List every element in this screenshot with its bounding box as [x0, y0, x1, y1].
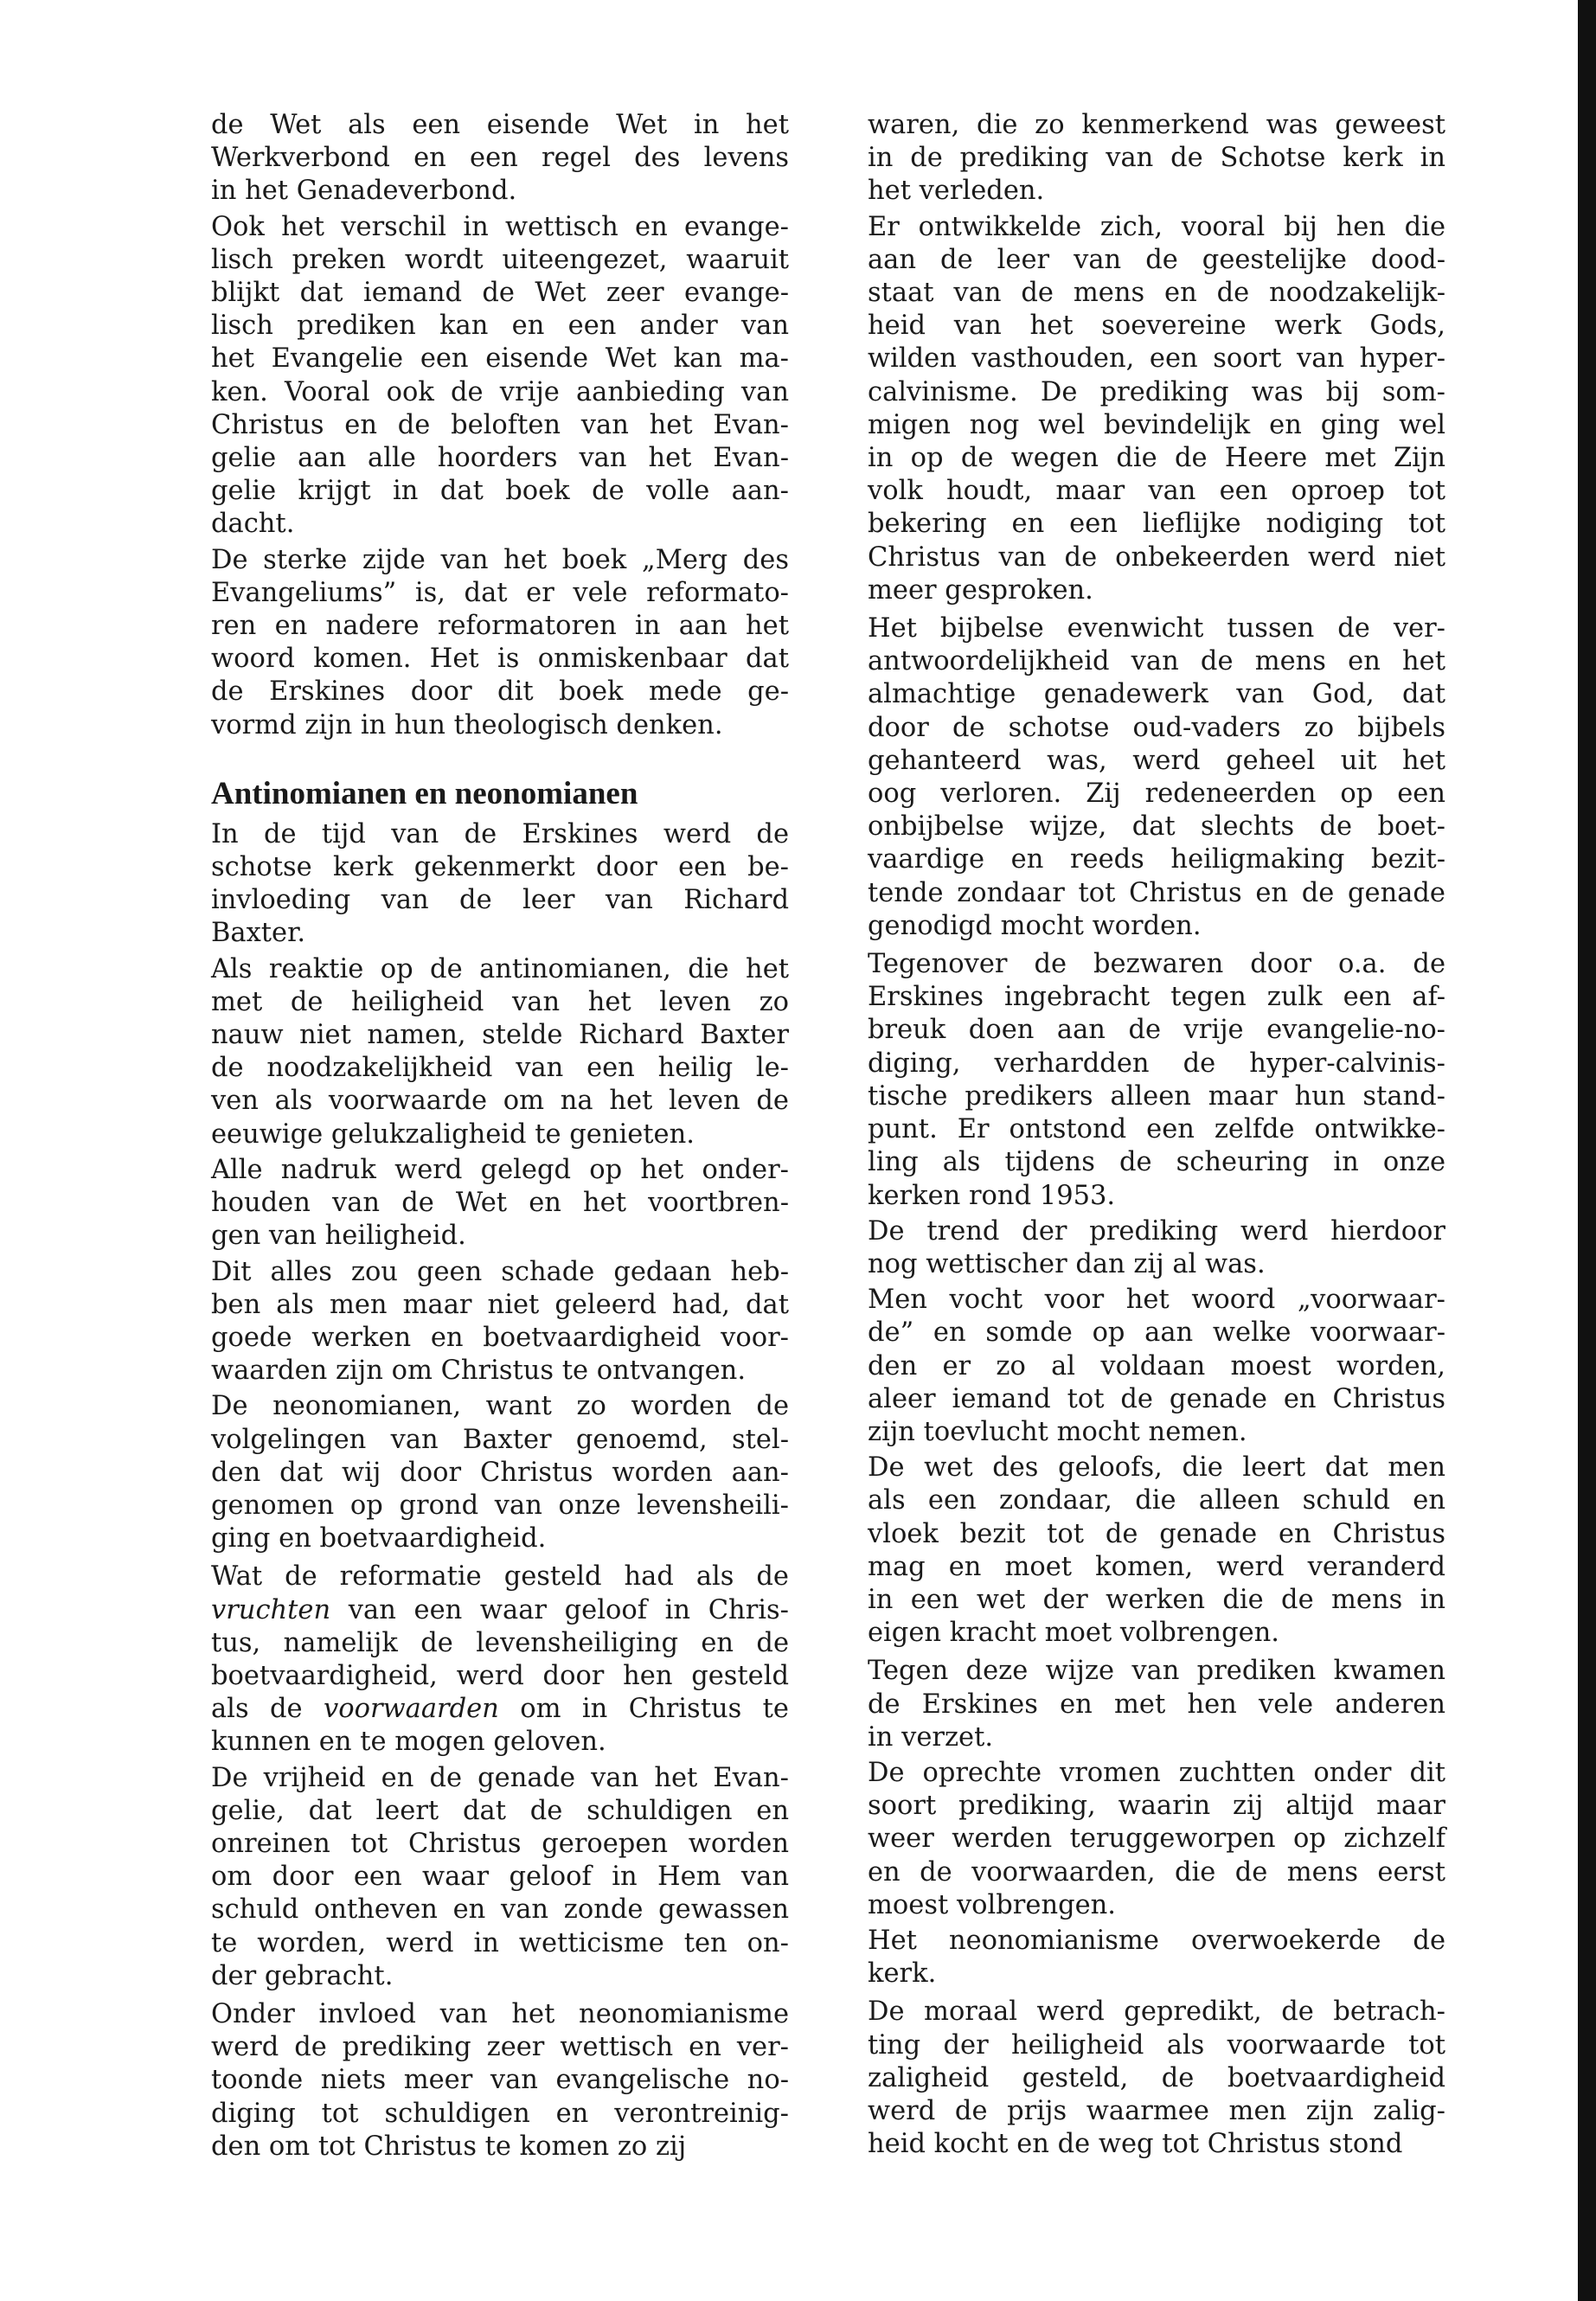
text-line: Tegenover de bezwaren door o.a. de — [868, 949, 1445, 980]
text-line: in op de wegen die de Heere met Zijn — [868, 443, 1445, 474]
text-line: lisch preken wordt uiteengezet, waaruit — [211, 244, 789, 275]
text-line: tische predikers alleen maar hun stand- — [868, 1080, 1445, 1112]
paragraph — [211, 544, 789, 742]
text-line: Er ontwikkelde zich, vooral bij hen die — [868, 211, 1445, 242]
text-line: tende zondaar tot Christus en de genade — [868, 877, 1445, 908]
paragraph — [211, 1762, 789, 1993]
text-line: in het Genadeverbond. — [211, 176, 517, 207]
text-line: calvinisme. De prediking was bij som- — [868, 376, 1445, 407]
text-line: ling als tijdens de scheuring in onze — [868, 1147, 1445, 1178]
text-line: als de voorwaarden om in Christus te — [211, 1694, 789, 1725]
text-line: lisch prediken kan en een ander van — [211, 311, 789, 342]
paragraph — [211, 1154, 789, 1253]
text-line: moest volbrengen. — [868, 1889, 1116, 1920]
text-line: gelie, dat leert dat de schuldigen en — [211, 1795, 789, 1826]
text-line: De neonomianen, want zo worden de — [211, 1391, 789, 1422]
text-line: onreinen tot Christus geroepen worden — [211, 1828, 789, 1859]
text-line: te worden, werd in wetticisme ten on- — [211, 1927, 789, 1958]
text-line: den er zo al voldaan moest worden, — [868, 1350, 1445, 1381]
text-line: wilden vasthouden, een soort van hyper- — [868, 343, 1445, 375]
text-line: gelie aan alle hoorders van het Evan- — [211, 443, 789, 474]
text-line: volgelingen van Baxter genoemd, stel- — [211, 1424, 789, 1455]
paragraph — [211, 1561, 789, 1759]
text-line: punt. Er ontstond een zelfde ontwikke- — [868, 1114, 1445, 1145]
text-line: waarden zijn om Christus te ontvangen. — [211, 1356, 747, 1387]
paragraph — [868, 1757, 1445, 1922]
text-line: goede werken en boetvaardigheid voor- — [211, 1322, 789, 1353]
text-line: Evangeliums” is, dat er vele reformato- — [211, 577, 789, 608]
text-line: Alle nadruk werd gelegd op het onder- — [211, 1154, 789, 1185]
text-line: Als reaktie op de antinomianen, die het — [211, 953, 789, 984]
text-line: vaardige en reeds heiligmaking bezit- — [868, 844, 1445, 875]
text-line: met de heiligheid van het leven zo — [211, 986, 789, 1017]
text-line: tus, namelijk de levensheiliging en de — [211, 1627, 789, 1658]
text-line: invloeding van de leer van Richard — [211, 885, 789, 916]
paragraph — [211, 1998, 789, 2163]
scan-edge-border — [1578, 0, 1596, 2301]
text-line: Christus van de onbekeerden werd niet — [868, 542, 1445, 573]
text-line: blijkt dat iemand de Wet zeer evange- — [211, 278, 789, 309]
text-line: werd de prediking zeer wettisch en ver- — [211, 2032, 789, 2063]
paragraph — [868, 1215, 1445, 1281]
text-line: aleer iemand tot de genade en Christus — [868, 1383, 1445, 1414]
text-line: der gebracht. — [211, 1960, 394, 1991]
text-line: De sterke zijde van het boek „Merg des — [211, 544, 789, 575]
text-line: Tegen deze wijze van prediken kwamen — [868, 1656, 1445, 1687]
text-line: het Evangelie een eisende Wet kan ma- — [211, 343, 789, 375]
text-line: Werkverbond en een regel des levens — [211, 143, 789, 174]
text-line: De wet des geloofs, die leert dat men — [868, 1452, 1445, 1484]
paragraph — [868, 1284, 1445, 1449]
text-line: de noodzakelijkheid van een heilig le- — [211, 1053, 789, 1084]
text-line: vloek bezit tot de genade en Christus — [868, 1518, 1445, 1549]
text-line: door de schotse oud-vaders zo bijbels — [868, 712, 1445, 743]
text-line: Dit alles zou geen schade gedaan heb- — [211, 1256, 789, 1287]
italic-term: voorwaarden — [324, 1694, 499, 1725]
text-line: weer werden teruggeworpen op zichzelf — [868, 1823, 1445, 1855]
text-line: ven als voorwaarde om na het leven de — [211, 1086, 789, 1117]
text-line: in verzet. — [868, 1721, 994, 1753]
text-line: eeuwige gelukzaligheid te genieten. — [211, 1118, 695, 1150]
text-line: zijn toevlucht mocht nemen. — [868, 1416, 1247, 1447]
text-line: eigen kracht moet volbrengen. — [868, 1618, 1279, 1649]
text-line: Baxter. — [211, 918, 306, 949]
text-line: aan de leer van de geestelijke dood- — [868, 244, 1445, 275]
text-line: ken. Vooral ook de vrije aanbieding van — [211, 376, 789, 407]
text-line: de” en somde op aan welke voorwaar- — [868, 1317, 1445, 1349]
text-line: waren, die zo kenmerkend was geweest — [868, 110, 1445, 140]
paragraph — [211, 953, 789, 1151]
text-line: diging tot schuldigen en verontreinig- — [211, 2098, 789, 2129]
text-line: en de voorwaarden, die de mens eerst — [868, 1856, 1445, 1888]
text-line: meer gesproken. — [868, 574, 1093, 606]
text-line: Men vocht voor het woord „voorwaar- — [868, 1285, 1445, 1316]
text-line: werd de prijs waarmee men zijn zalig- — [868, 2095, 1445, 2126]
paragraph — [868, 1925, 1445, 1990]
text-line: in een wet der werken die de mens in — [868, 1584, 1445, 1615]
text-line: boetvaardigheid, werd door hen gesteld — [211, 1660, 789, 1691]
text-line: Onder invloed van het neonomianisme — [211, 1998, 789, 2029]
text-line: migen nog wel bevindelijk en ging wel — [868, 409, 1445, 440]
text-line: kerken rond 1953. — [868, 1180, 1116, 1211]
text-line: nog wettischer dan zij al was. — [868, 1248, 1266, 1279]
paragraph — [211, 1390, 789, 1555]
text-line: als een zondaar, die alleen schuld en — [868, 1485, 1445, 1516]
text-line: dacht. — [211, 509, 295, 540]
text-line: de Erskines door dit boek mede ge- — [211, 676, 789, 708]
text-line: De oprechte vromen zuchtten onder dit — [868, 1757, 1445, 1788]
text-line: de Wet als een eisende Wet in het — [211, 110, 789, 140]
text-line: ben als men maar niet geleerd had, dat — [211, 1289, 789, 1320]
text-line: staat van de mens en de noodzakelijk- — [868, 278, 1445, 309]
text-line: In de tijd van de Erskines werd de — [211, 818, 789, 849]
text-line: antwoordelijkheid van de mens en het — [868, 646, 1445, 677]
paragraph — [211, 1256, 789, 1388]
paragraph — [868, 1452, 1445, 1650]
paragraph — [868, 612, 1445, 943]
text-line: genodigd mocht worden. — [868, 910, 1202, 941]
text-line: vormd zijn in hun theologisch denken. — [211, 709, 723, 740]
text-line: ting der heiligheid als voorwaarde tot — [868, 2029, 1445, 2061]
text-line: gelie krijgt in dat boek de volle aan- — [211, 476, 789, 507]
text-line: Ook het verschil in wettisch en evange- — [211, 211, 789, 242]
text-line: het verleden. — [868, 176, 1045, 207]
text-line: ren en nadere reformatoren in aan het — [211, 611, 789, 642]
text-line: in de prediking van de Schotse kerk in — [868, 143, 1445, 174]
text-line: houden van de Wet en het voortbren- — [211, 1188, 789, 1219]
text-line: zaligheid gesteld, de boetvaardigheid — [868, 2062, 1445, 2093]
text-line: heid kocht en de weg tot Christus stond — [868, 2129, 1403, 2160]
paragraph — [868, 109, 1445, 208]
text-line: volk houdt, maar van een oproep tot — [868, 476, 1445, 507]
text-line: De moraal werd gepredikt, de betrach- — [868, 1997, 1445, 2028]
text-line: ging en boetvaardigheid. — [211, 1523, 547, 1554]
text-line: kerk. — [868, 1958, 937, 1990]
paragraph — [211, 818, 789, 951]
paragraph — [868, 1996, 1445, 2161]
paragraph — [868, 211, 1445, 607]
text-line: De trend der prediking werd hierdoor — [868, 1215, 1445, 1247]
text-line: gehanteerd was, werd geheel uit het — [868, 745, 1445, 776]
text-line: onbijbelse wijze, dat slechts de boet- — [868, 811, 1445, 843]
text-line: oog verloren. Zij redeneerden op een — [868, 779, 1445, 810]
text-line: Het bijbelse evenwicht tussen de ver- — [868, 613, 1445, 644]
paragraph — [211, 109, 789, 208]
text-line: bekering en een lieflijke nodiging tot — [868, 509, 1445, 540]
text-line: de Erskines en met hen vele anderen — [868, 1689, 1445, 1720]
text-line: soort prediking, waarin zij altijd maar — [868, 1791, 1445, 1822]
text-line: breuk doen aan de vrije evangelie-no- — [868, 1015, 1445, 1046]
text-line: gen van heiligheid. — [211, 1221, 466, 1252]
left-column — [211, 109, 789, 2163]
text-line: om door een waar geloof in Hem van — [211, 1862, 789, 1893]
text-line: den om tot Christus te komen zo zij — [211, 2131, 687, 2162]
right-column — [868, 109, 1445, 2161]
paragraph — [868, 948, 1445, 1213]
paragraph — [868, 1655, 1445, 1754]
text-line: mag en moet komen, werd veranderd — [868, 1551, 1445, 1582]
text-line: genomen op grond van onze levensheili- — [211, 1490, 789, 1521]
text-line: schotse kerk gekenmerkt door een be- — [211, 852, 789, 883]
text-line: diging, verhardden de hyper-calvinis- — [868, 1048, 1445, 1079]
text-line: almachtige genadewerk van God, dat — [868, 679, 1445, 710]
section-heading: Antinomianen en neonomianen — [211, 775, 638, 811]
text-line: toonde niets meer van evangelische no- — [211, 2065, 789, 2096]
text-line: heid van het soevereine werk Gods, — [868, 311, 1445, 342]
text-line: schuld ontheven en van zonde gewassen — [211, 1894, 789, 1926]
text-line: nauw niet namen, stelde Richard Baxter — [211, 1020, 789, 1051]
text-line: Het neonomianisme overwoekerde de — [868, 1925, 1445, 1956]
italic-term: vruchten — [211, 1594, 331, 1625]
text-line: den dat wij door Christus worden aan- — [211, 1457, 789, 1488]
text-line: vruchten van een waar geloof in Chris- — [211, 1594, 789, 1625]
paragraph — [211, 211, 789, 542]
text-line: Christus en de beloften van het Evan- — [211, 409, 789, 440]
text-line: Wat de reformatie gesteld had als de — [211, 1561, 789, 1593]
text-line: woord komen. Het is onmiskenbaar dat — [211, 644, 789, 675]
text-line: Erskines ingebracht tegen zulk een af- — [868, 982, 1445, 1013]
text-line: De vrijheid en de genade van het Evan- — [211, 1762, 789, 1793]
text-line: kunnen en te mogen geloven. — [211, 1727, 606, 1758]
